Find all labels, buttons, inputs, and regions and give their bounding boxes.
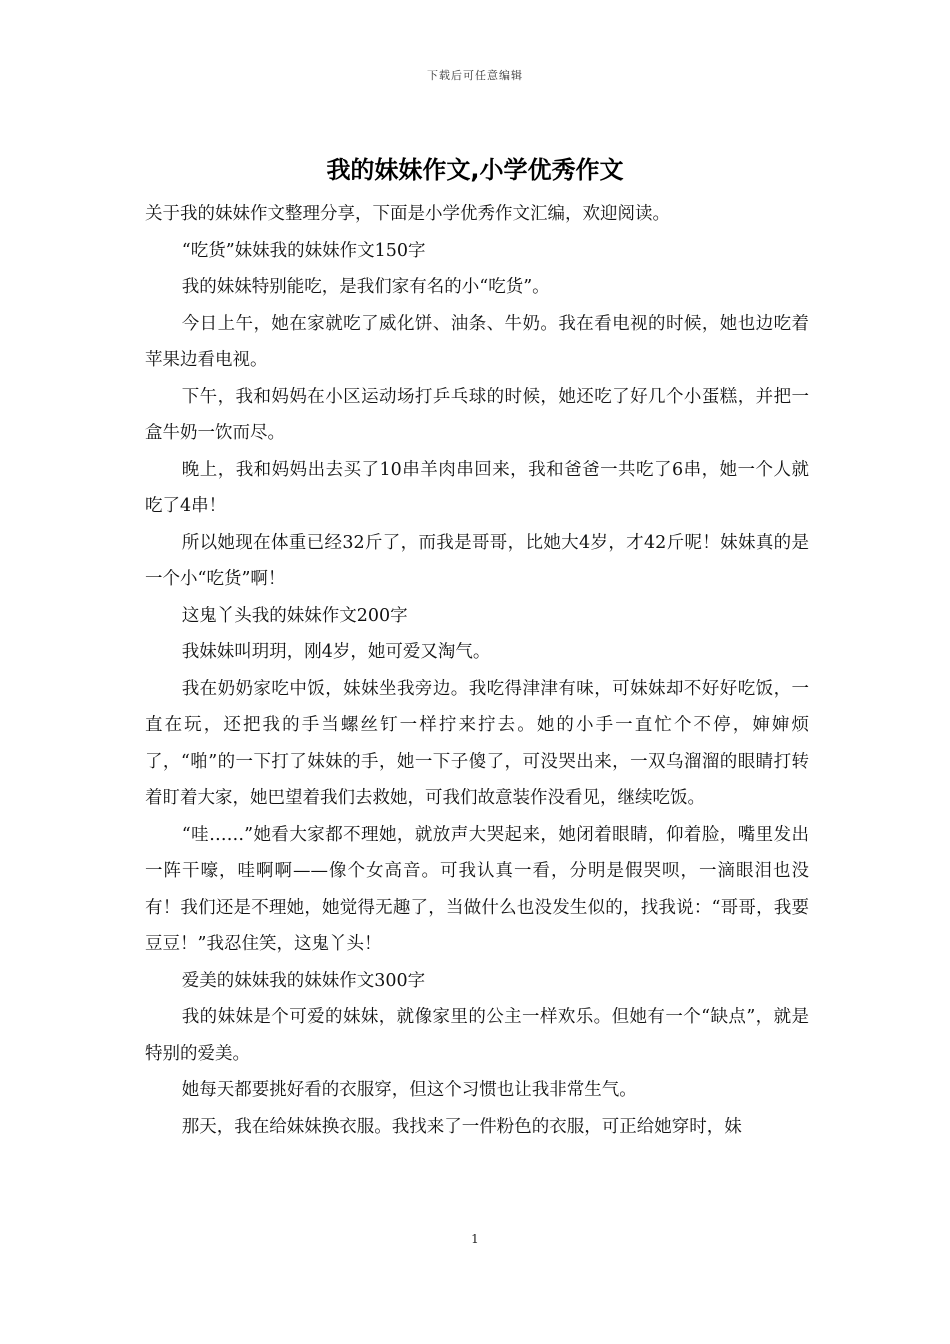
intro-paragraph: 关于我的妹妹作文整理分享，下面是小学优秀作文汇编，欢迎阅读。 — [145, 204, 670, 224]
paragraph: 今日上午，她在家就吃了威化饼、油条、牛奶。我在看电视的时候，她也边吃着苹果边看电视。 — [145, 313, 809, 370]
paragraph: “哇……”她看大家都不理她，就放声大哭起来，她闭着眼睛，仰着脸，嘴里发出一阵干嚎，哇啊啊——像个女高音。可我认真一看，分明是假哭呗，一滴眼泪也没有！我们还是不理她，她觉得无趣了，当做什么也没发生似的，找我说：“哥哥，我要豆豆！”我忍住笑，这鬼丫头！ — [145, 824, 809, 954]
paragraph: 晚上，我和妈妈出去买了10串羊肉串回来，我和爸爸一共吃了6串，她一个人就吃了4串！ — [145, 459, 809, 516]
paragraph: 她每天都要挑好看的衣服穿，但这个习惯也让我非常生气。 — [181, 1080, 637, 1100]
paragraph: 下午，我和妈妈在小区运动场打乒乓球的时候，她还吃了好几个小蛋糕，并把一盒牛奶一饮而尽。 — [145, 386, 809, 443]
header-note: 下载后可任意编辑 — [427, 69, 523, 82]
page-number: 1 — [471, 1232, 479, 1246]
document-body — [145, 196, 809, 1145]
document-title: 我的妹妹作文,小学优秀作文 — [326, 156, 624, 184]
paragraph: 我的妹妹是个可爱的妹妹，就像家里的公主一样欢乐。但她有一个“缺点”，就是特别的爱美。 — [145, 1007, 809, 1064]
paragraph: 所以她现在体重已经32斤了，而我是哥哥，比她大4岁，才42斤呢！妹妹真的是一个小“吃货”啊！ — [145, 532, 809, 589]
paragraph: 我妹妹叫玥玥，刚4岁，她可爱又淘气。 — [181, 642, 491, 662]
paragraph: 我的妹妹特别能吃，是我们家有名的小“吃货”。 — [181, 277, 550, 297]
section-heading-3: 爱美的妹妹我的妹妹作文300字 — [181, 970, 426, 991]
paragraph: 我在奶奶家吃中饭，妹妹坐我旁边。我吃得津津有味，可妹妹却不好好吃饭，一直在玩，还把我的手当螺丝钉一样拧来拧去。她的小手一直忙个不停，婶婶烦了，“啪”的一下打了妹妹的手，她一下子傻了，可没哭出来，一双乌溜溜的眼睛打转着盯着大家，她巴望着我们去救她，可我们故意装作没看见，继续吃饭。 — [145, 678, 809, 808]
paragraph: 那天，我在给妹妹换衣服。我找来了一件粉色的衣服，可正给她穿时，妹 — [181, 1116, 742, 1137]
section-heading-2: 这鬼丫头我的妹妹作文200字 — [181, 605, 408, 626]
section-heading-1: “吃货”妹妹我的妹妹作文150字 — [181, 240, 426, 261]
